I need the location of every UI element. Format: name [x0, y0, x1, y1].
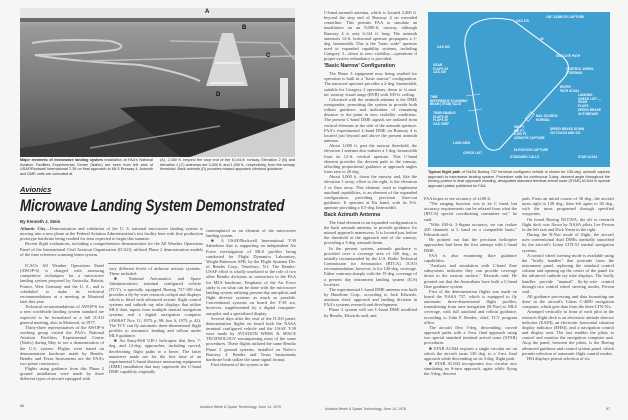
paragraph [424, 289, 517, 325]
paragraph-text: Back Azimuth Antenna [324, 211, 381, 218]
paragraph-text: All guidance processing and data formatting are done in the aircraft's Litton C-4000 navigation computer, which gets data from the three LTN-51s. [522, 293, 614, 310]
paragraph [206, 238, 296, 315]
label-speed-brake: SPEED BRAKE DOWN ON TOUCH AND GO [550, 127, 585, 135]
label-gear: GEAR FLAPS 25 CAS 160 [433, 63, 448, 75]
paragraph-text: About 3,000 ft. down the runway and, like the elevation 1 array, offset to the right, is the elevation 2 or flare array. This element, used to implement autoland capabilities, is an element of the expanded configuration, providing precision flare-out guidance. It operates at Ku band, with its 8-ft. aperture providing a 0.5-deg. beamwidth. [324, 174, 417, 211]
paragraph-text: The final element in an expanded configuration is the back azimuth antenna, to provide guidance for missed approach maneuvers. It is located just before the threshold at the approach end of the runway, providing a 3-deg. azimuth beam. [324, 219, 417, 246]
paragraph [20, 366, 104, 381]
photo-label-b: B [242, 25, 247, 31]
paragraph-text: HSI displays permit selection of six [527, 355, 590, 361]
paragraph [522, 196, 614, 217]
paragraph-text: Thirty-three representatives of the AWOP-6 working group visited the FAA's National Aviation Facilities Experimental Center (Nafec) during May to see a demonstration of the U.S. system. Flights were based on demonstration hardware made by Bendix. Bendix and Texas Instruments are the FAA's two prime contractors. [20, 324, 104, 366]
paragraph [424, 346, 517, 361]
paragraph-text: First of the demonstration flights was made on board the NASA 737, which is equipped to fly automatic three-dimensional flight profiles, transitioning from area navigation (R-Nav) to MLS coverage, with full autoland and rollout guidance, according to John P. Reeder, chief, TCV program office. [424, 288, 517, 325]
paragraph [522, 232, 614, 253]
paragraph-text: Flights using guidance from this Phase 2 ground installation were made by three different types of aircraft equipped with [20, 366, 104, 382]
label-enter-path: ENTER PATH AC044 [560, 85, 579, 93]
paragraph-text: During the R-Nav mode of flight, the aircraft uses conventional dual DMEs inertially smoothed by the aircraft's Litton LTN-51 inertial navigation systems. [522, 232, 614, 253]
caption-text: of NASA Boeing 737 terminal configured vehicle is shown for 130-deg. azimuth capture approach to microwave landing system. Procedure calls for continuous 3-deg. descent angle throughout the turning portion to final approach heading, designated standard terminal arrival route (STAR) AC044 in special approach plates published for FAA. [428, 170, 610, 188]
paragraph [324, 246, 417, 287]
section-label: Avionics [20, 185, 52, 194]
paragraph [424, 361, 517, 376]
paragraph [20, 241, 203, 256]
paragraph [324, 143, 417, 174]
paragraph-text: Phase 3 system will use L-band DME modified by Bendix, Edwards said, and [324, 307, 417, 318]
paragraph-text: The experimental L-band DME antenna was built by Hazeltine Corp., according to Jack Edwards, assistant chief, approach and landing division in FAA's systems research and development. [324, 286, 417, 308]
page-number-right: 87 [606, 407, 610, 411]
paragraph-text: ■ National Aeronautics and Space Administration's terminal configured vehicle (TCV), a specially equipped Boeing 737-100 that provides a fly-by-wire research cockpit and displays which is fitted with advanced avionic flight control systems and cathode ray tube displays that utilize MLS data, inputs from multiple inertial navigation systems and a digital navigation computer (AW&ST Nov. 11, 1975, p. 98; Jun. 6, 1975, p. 42). The TCV can fly automatic three-dimensional flight profiles to automatic landing and rollout under MLS guidance. [109, 276, 201, 339]
photo-label-c: C [266, 53, 271, 59]
divider [108, 263, 202, 264]
photo-caption-left [20, 158, 153, 176]
label-landing-check: LANDING CHECK LIST — GEAR FLAPS SPEED BRAKE AUTOBRAKE [578, 93, 602, 116]
article-column-2 [109, 266, 201, 401]
paragraph-text: A control wheel steering mode is available using the "brolly handles" that protrude from the instrument panel, replacing the standard control column and opening up the center of the panel for the advanced cathode ray tube displays. The brolly handles provide "manual" fly-by-wire control through two control wheel steering modes, Person said. [522, 252, 614, 294]
flight-path-diagram [428, 12, 610, 167]
photo-caption-right: (A), 2,400 ft. beyond the stop end of the 6,144-ft. runway. Elevation 2 (B) and elevation 1 (C) antennas are 3,000 ft. and 1,000 ft., respectively, from the runway threshold. Back azimuth (D) provides missed approach climbout guidance. [160, 158, 295, 172]
paragraph [522, 309, 614, 355]
paragraph [20, 325, 104, 366]
subheading [324, 212, 417, 219]
paragraph-text: path. From an initial course of 38 deg., the aircraft turns right to 128 deg., then left again to 38 deg., with the turns programed through specified waypoints. [522, 196, 614, 217]
article-intro [20, 226, 203, 262]
paragraph-text: C-band azimuth antenna, which is located 2,400 ft. beyond the stop end of Runway 4 on extended centerline. This permits FAA to simulate an installation on an 8,000-ft. runway, although Runway 4 is only 6,144 ft. long. The azimuth antenna's 12-ft. horizontal aperture propagates a 1-deg. beamwidth. This is the "basic wide" aperture used in expanded capability systems, including Category 3—down to zero visibility—operations if proper system redundancy is provided. [324, 10, 417, 62]
page-title: Microwave Landing System Demonstrated [20, 196, 285, 215]
label-nav-source: NAV. SOURCE NORMAL [536, 114, 558, 122]
paragraph [424, 237, 517, 252]
photo-label-a: A [205, 9, 210, 15]
paragraph [522, 356, 614, 361]
paragraph [324, 174, 417, 210]
paragraph-text: "With 100-ft. 2-Sigma accuracy, we can realize 200 channels at L band on a compatible basis," Edwards said. [424, 221, 517, 238]
caption-text: installation at FAA's National Aviation Facilities Experimental Center (Nafec) are seen from left seat of USAF/Rockwell International T-39 on final approach to MLS Runway 4. Azimuth and DME units are colocated at [20, 158, 153, 176]
paragraph-text: "The ranging function was to be C band, but accuracy requirements can be relaxed from what the [RTCA] special coordinating committee set," he said. [424, 201, 517, 222]
paragraph-text: ■ STAR AC044 requires a single circular arc on which the aircraft turns 130 deg. to a 3-mi. final approach while descending on its 3-deg. flight path. [424, 345, 517, 361]
paragraph [324, 307, 417, 317]
paragraph [522, 253, 614, 294]
paragraph-text: FAA is also examining flare guidance capabilities. [424, 252, 517, 263]
paragraph-text: Technical recommendations of AWOP-6 for a new worldwide landing system standard are expected to be formalized at a full ICAO general meeting, also in Montreal, in 1977. [20, 304, 104, 325]
caption-bold: Major elements of microwave landing system [20, 158, 103, 162]
paragraph [424, 253, 517, 263]
dateline: Atlantic City [20, 226, 46, 231]
footer-right: Aviation Week & Space Technology, June 14, 1976 [325, 407, 407, 411]
byline: By Kenneth J. Stein [20, 219, 61, 224]
article-column-4 [324, 10, 417, 402]
label-trsb-valid: TIME REFERENCE SCANNING BEAM (TRSB) VALID [430, 95, 468, 107]
paragraph [324, 10, 417, 62]
paragraph [522, 294, 614, 309]
label-trsb-enable: TRSB ENABLE FLAPS 30 FLAPS 40 CAS VREF [433, 111, 456, 127]
runway-photo-image [20, 8, 295, 157]
paragraph [109, 276, 201, 338]
label-control-wheel: CONTROL WHEEL STEERING [566, 67, 595, 75]
paragraph [324, 287, 417, 308]
paragraph [324, 71, 417, 97]
footer-left: Aviation Week & Space Technology, June 14, 1976 [200, 405, 282, 409]
label-cas200: CAS 200 [437, 45, 450, 49]
paragraph-text: contemplated as an element of the microwave landing system. [206, 228, 296, 239]
paragraph-text: Recent flight evaluations, including a comprehensive demonstration for the All Weather Operations Panel of the International Civil Aviation Organization (ICAO), utilized Phase 2 demonstration models of the time reference scanning beam system. [20, 241, 203, 257]
paragraph-text: Colocated with the azimuth antenna is the DME transponder, permitting the system to provide both rollout guidance and indication of remaining distance to the point in zero visibility conditions. The present C-band DME signals are radiated from vertical elements at the side of the azimuth aperture. FAA's experimental L-band DME on Runway 4 is located just beyond and above the present azimuth antenna. [324, 96, 417, 144]
label-30: 30 [540, 37, 544, 41]
label-execute-path: EXECUTE PATH [556, 54, 581, 58]
paragraph-text: ■ STAR AC043 incorporates two circular arcs simulating an S-turn approach, again while flying the 3-deg. descent [424, 361, 517, 377]
diagram-caption [428, 170, 610, 188]
label-cas170: CAS 170 [516, 19, 529, 23]
paragraph [324, 97, 417, 143]
photo-label-d: D [216, 92, 221, 98]
label-altitudes: 500 FT, 500 FT, 2,000 FT, AZIMUTH CAPTURE [514, 125, 545, 141]
paragraph-text: On board Boeing N515NA, the aft or research flight deck was flown by NASA pilots Lee Person in the left seat and Dick Yenni in the right. [522, 216, 614, 232]
paragraph-text: ICAO's All Weather Operations Panel (AWOP-6) is charged with assessing competitive techniques for a microwave landing system proposed by Australia, Britain, France, West Germany and the U. S., and is scheduled to make its technical recommendations at a meeting in Montreal later this year. [20, 263, 104, 305]
label-star: STAR AC044 [578, 155, 598, 159]
paragraph-text: First element of the system is the [211, 362, 270, 368]
paragraph [20, 226, 203, 241]
paragraph-text: "Analysis and simulation with C-band flare subsystems indicates they can provide coverage down to the runway surface," Edwards said. He pointed out that the Australians have built a C-band flare guidance system. [424, 263, 517, 289]
paragraph-text: The Phase 3 equipment now being readied for operation is built in a "basic narrow" configuration. The narrower aperture provides a 2-deg. beamwidth, suitable for Category 2 operations, down to ¼ naut. mi. runway visual range (RVR) with 100-ft. ceiling. [324, 71, 417, 97]
article-column-1 [20, 263, 104, 401]
paragraph-text: very different levels of airborne avionic systems. These included: [109, 266, 201, 277]
paragraph-text: He pointed out that the precision helicopter approaches had been the first attempt with L-band DME. [424, 237, 517, 253]
article-column-6 [522, 196, 614, 401]
paragraph-text: Arranged vertically in front of each pilot in the research flight deck is an electronic attitude director indicator (EADI), an electronic horizontal situation display indicator (EHSI), and a navigation control and display unit. The last enables the pilots to control and monitor the navigation computer unit. Atop the panel, between the pilots, is the Boeing advanced guidance and control system panel, which permits selection of automatic flight control modes. [522, 309, 614, 356]
paragraph [206, 228, 296, 238]
paragraph [109, 338, 201, 374]
paragraph [206, 316, 296, 362]
paragraph-text: ■ A USAF/Rockwell International T-39 Sabreliner that is supporting an independent Air Force investigation of MLS profiles being conducted for Flight Dynamics Laboratory, Wright-Patterson AFB, by the Flight Systems Div. of Bendix Corp., Teterboro, N.J. The Bendix-USAF effort is wholly unrelated to the role of two other Bendix divisions as contractors to the FAA for MLS hardware. Emphasis of the Air Force study is on what can be done with the microwave landing system utilizing present-day autopilots and flight director systems as much as possible. Conventional systems on board the T-39 are, however, supplemented by a digital computer-autopilot and a specialized display. [206, 238, 296, 316]
paragraph [424, 201, 517, 222]
paragraph-text: About 1,000 ft. past the runway threshold, the elevation 1 antenna also radiates a 1-deg. beamwidth from its 12-ft. vertical aperture. This C-band element provides the descent path to the runway, affording proportional guidance at approach angles from zero to 20 deg. [324, 143, 417, 175]
paragraph-text: The aircraft flew 3-deg. descending, curved approach paths with a 3-mi. final approach using two special standard terminal arrival route (STAR) procedures. [424, 324, 517, 346]
article-column-5 [424, 196, 517, 401]
label-azimuth-capture: 130° AZIMUTH CAPTURE [546, 15, 584, 19]
runway-photo [20, 8, 295, 157]
page-number-left: 86 [20, 404, 24, 408]
paragraph [324, 220, 417, 246]
paragraph [522, 217, 614, 232]
label-land-arm: LAND ARM [453, 141, 470, 145]
paragraph [424, 263, 517, 289]
paragraph [20, 304, 104, 325]
subheading [324, 63, 417, 70]
paragraph [424, 222, 517, 237]
label-standard-calls: STANDARD CALLS [510, 155, 540, 159]
label-check-list: CHECK LIST [463, 151, 483, 155]
paragraph [20, 263, 104, 304]
label-elevation-capture: ELEVATION CAPTURE [514, 148, 549, 152]
paragraph-text: 'Basic Narrow' Configuration [324, 63, 396, 70]
caption-bold: Typical flight path [428, 170, 461, 174]
paragraph [206, 362, 296, 367]
paragraph [424, 325, 517, 346]
paragraph [109, 266, 201, 276]
article-column-3 [206, 228, 296, 398]
paragraph-text: Several days after the visit of the ICAO panel, demonstration flights on board both the NASA terminal configured vehicle and the USAF T-39 were made by AVIATION WEEK & SPACE TECHNOLOGY encompassing most of the same procedures. These flights utilized the same Bendix Phase 2 ground systems, installed on Nafec's Runway 4. Bendix and Texas Instruments hardware both utilize the same signal format. [206, 315, 296, 362]
paragraph-text: —Demonstration and validation of the U. S. national microwave landing system is moving into a new phase at the Federal Aviation Administration's test facility here with first production prototype hardware being readied for tests expected to begin this summer. [20, 226, 203, 242]
paragraph-text: In the present system, azimuth guidance is provided over a coverage area of 160 deg., as initially recommended by the U.S. Radio Technical Commission for Aeronautics (RTCA). ICAO recommendation, however, is for 140-deg. coverage. Either contrasts sharply with the 15-deg. coverage of a present day instrument landing system (ILS) localizer. [324, 245, 417, 287]
paragraph-text: ■ An Army/Bell UH-1 helicopter that flew 7-deg. and 12-deg. approaches, including curved, decelerating flight paths to a hover. The latter maneuver made use for the first time of an experimental L-band distance measuring equipment (DME) installation that may supersede the C-band DME capability originally [109, 338, 201, 375]
paragraph-text: FAA hopes to see accuracy of ±100 ft. [424, 196, 492, 201]
